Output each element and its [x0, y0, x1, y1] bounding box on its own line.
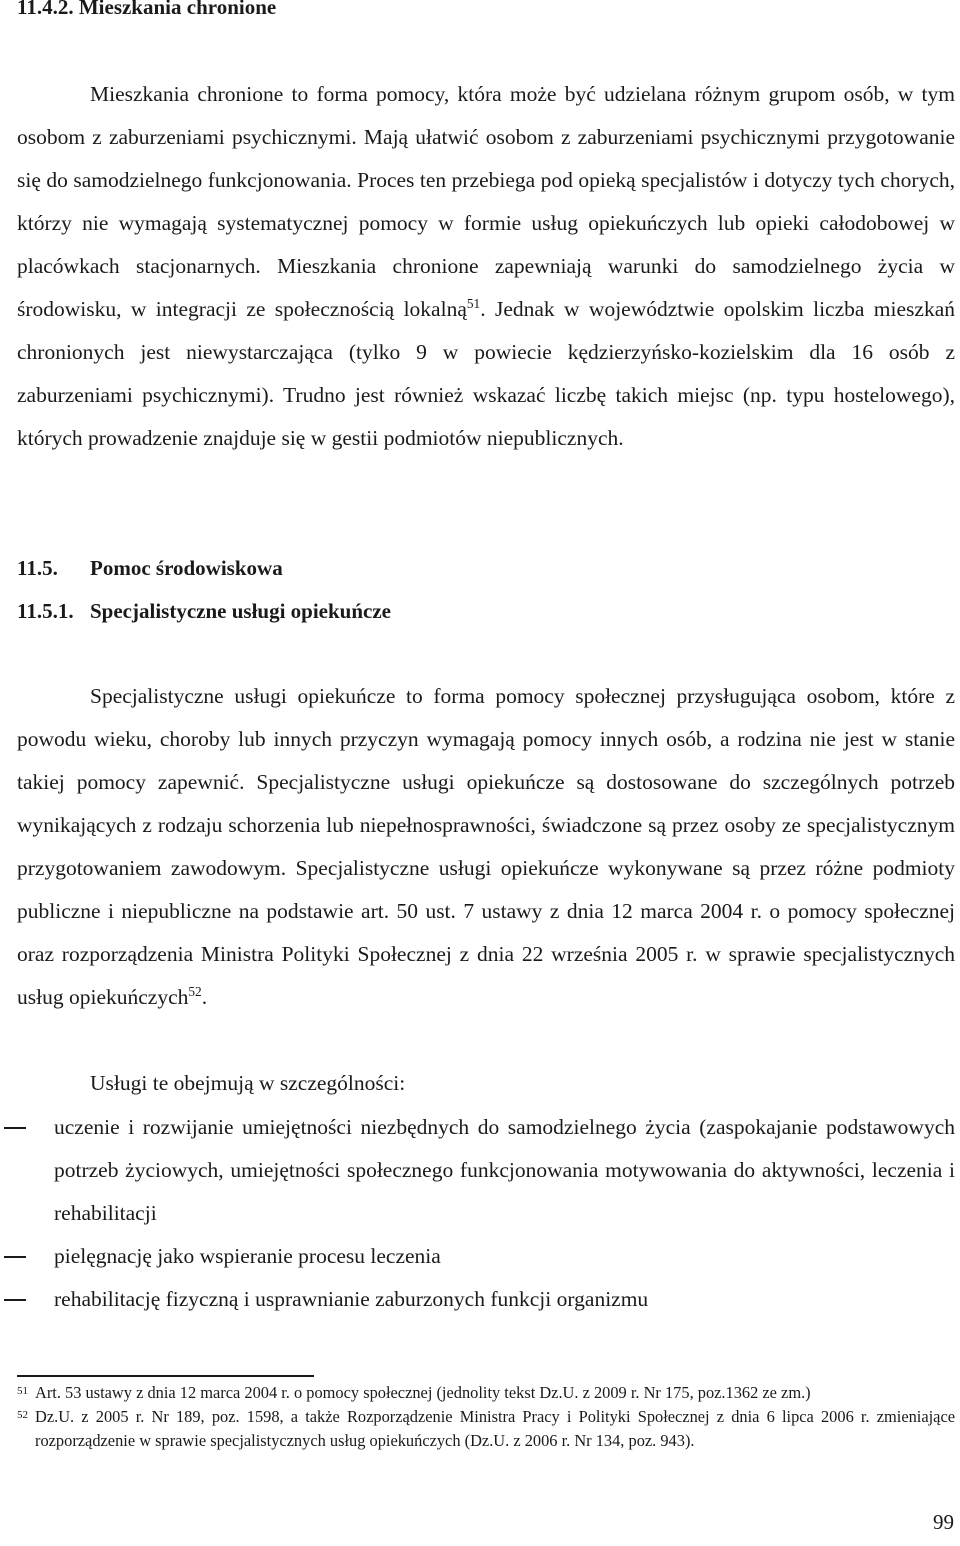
paragraph-mieszkania-chronione [17, 73, 955, 460]
footnote-text: Dz.U. z 2005 r. Nr 189, poz. 1598, a także Rozporządzenie Ministra Pracy i Polityki Społecznej z dnia 6 lipca 2006 r. zmieniające rozporządzenie w sprawie specjalistycznych usług opiekuńczych (Dz.U. z 2006 r. Nr 134, poz. 943). [35, 1407, 955, 1450]
dash-bullet-icon [4, 1299, 26, 1301]
dash-bullet-icon [4, 1127, 26, 1129]
footnote-text: Art. 53 ustawy z dnia 12 marca 2004 r. o pomocy społecznej (jednolity tekst Dz.U. z 2009 r. Nr 175, poz.1362 ze zm.) [35, 1383, 811, 1402]
list-item [17, 1278, 955, 1321]
dash-bullet-icon [4, 1256, 26, 1258]
heading-number: 11.5.1. [17, 599, 74, 623]
footnote-separator [17, 1375, 314, 1377]
list-item [17, 1106, 955, 1235]
list-item-text: rehabilitację fizyczną i usprawnianie zaburzonych funkcji organizmu [54, 1287, 649, 1311]
services-list [17, 1106, 955, 1321]
footnotes [17, 1381, 955, 1453]
footnote-52 [17, 1405, 955, 1453]
list-item-text: pielęgnację jako wspieranie procesu leczenia [54, 1244, 441, 1268]
footnote-51 [17, 1381, 955, 1405]
subsection-heading-uslugi-opiekuncze [17, 590, 391, 633]
paragraph-text: Mieszkania chronione to forma pomocy, która może być udzielana różnym grupom osób, w tym osobom z zaburzeniami psychicznymi. Mają ułatwić osobom z zaburzeniami psychicznymi przygotowanie się do samodzielnego funkcjonowania. Proces ten przebiega pod opieką specjalistów i dotyczy tych chorych, którzy nie wymagają systematycznej pomocy w formie usług opiekuńczych lub opieki całodobowej w placówkach stacjonarnych. Mieszkania chronione zapewniają warunki do samodzielnego życia w środowisku, w integracji ze społecznością lokalną [17, 82, 955, 321]
list-item-text: uczenie i rozwijanie umiejętności niezbędnych do samodzielnego życia (zaspokajanie podstawowych potrzeb życiowych, umiejętności społecznego funkcjonowania motywowania do aktywności, leczenia i rehabilitacji [54, 1115, 955, 1225]
heading-number: 11.5. [17, 556, 58, 580]
section-heading: 11.4.2. Mieszkania chronione [17, 0, 277, 19]
paragraph-text: Specjalistyczne usługi opiekuńcze to forma pomocy społecznej przysługująca osobom, które z powodu wieku, choroby lub innych przyczyn wymagają pomocy innych osób, a rodzina nie jest w stanie takiej pomocy zapewnić. Specjalistyczne usługi opiekuńcze są dostosowane do szczególnych potrzeb wynikających z rodzaju schorzenia lub niepełnosprawności, świadczone są przez osoby ze specjalistycznym przygotowaniem zawodowym. Specjalistyczne usługi opiekuńcze wykonywane są przez różne podmioty publiczne i niepubliczne na podstawie art. 50 ust. 7 ustawy z dnia 12 marca 2004 r. o pomocy społecznej oraz rozporządzenia Ministra Polityki Społecznej z dnia 22 września 2005 r. w sprawie specjalistycznych usług opiekuńczych [17, 684, 955, 1009]
paragraph-text-end: . [201, 985, 208, 1009]
footnote-mark: 51 [17, 1385, 28, 1397]
page-number: 99 [933, 1510, 954, 1534]
footnote-mark: 52 [17, 1409, 28, 1421]
paragraph-uslugi-opiekuncze [17, 675, 955, 1019]
heading-title: Specjalistyczne usługi opiekuńcze [90, 599, 392, 623]
list-item [17, 1235, 955, 1278]
footnote-ref-52[interactable]: 52 [188, 983, 202, 999]
list-intro: Usługi te obejmują w szczególności: [90, 1071, 406, 1095]
paragraph-text-end: . Jednak w województwie opolskim liczba mieszkań chronionych jest niewystarczająca (tylko 9 w powiecie kędzierzyńsko-kozielskim dla 16 osób z zaburzeniami psychicznymi). Trudno jest również wskazać liczbę takich miejsc (np. typu hostelowego), których prowadzenie znajduje się w gestii podmiotów niepublicznych. [17, 297, 955, 450]
footnote-ref-51[interactable]: 51 [466, 295, 481, 311]
heading-title: Pomoc środowiskowa [90, 556, 283, 580]
subsection-heading-pomoc-srodowiskowa [17, 547, 283, 590]
